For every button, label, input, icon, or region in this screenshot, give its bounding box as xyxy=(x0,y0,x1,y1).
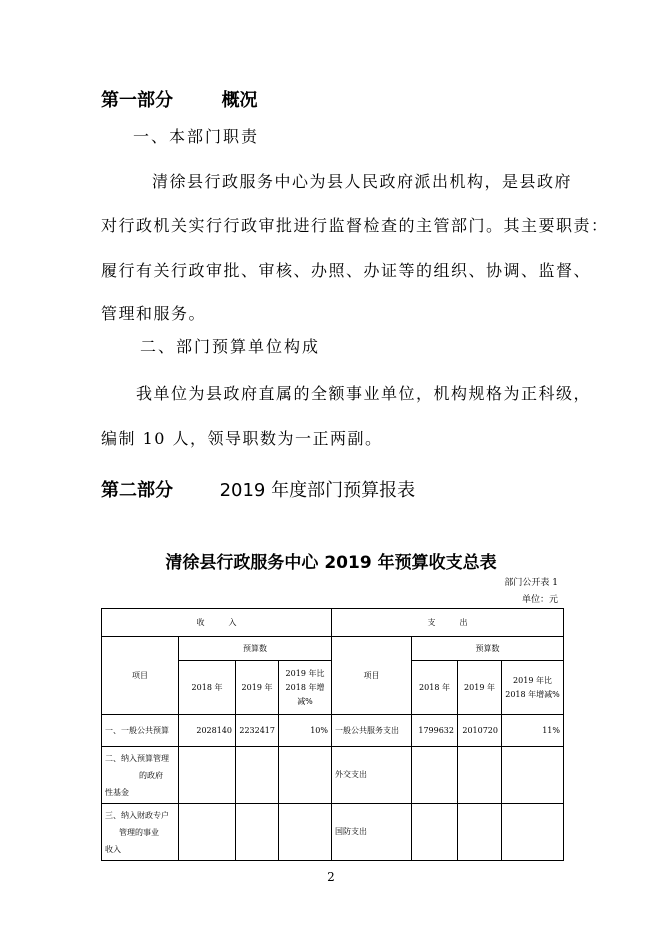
income-item-header: 项目 xyxy=(102,637,179,715)
section1-heading: 一、本部门职责 xyxy=(133,127,260,146)
expense-item-header: 项目 xyxy=(332,637,412,715)
form-number: 部门公开表 1 xyxy=(504,578,558,588)
expense-2019-value xyxy=(458,747,502,804)
income-2018-value xyxy=(179,747,236,804)
income-2018-value: 2028140 xyxy=(179,715,236,747)
part1-title: 第一部分 xyxy=(101,90,173,111)
table-row xyxy=(102,804,564,861)
expense-header: 支 出 xyxy=(332,609,564,637)
expense-change-header: 2019 年比 2018 年增减% xyxy=(502,661,564,715)
income-change-header: 2019 年比 2018 年增减% xyxy=(279,661,332,715)
expense-2019-header: 2019 年 xyxy=(458,661,502,715)
income-budget-header: 预算数 xyxy=(179,637,332,661)
section1-line-2: 对行政机关实行行政审批进行监督检查的主管部门。其主要职责： xyxy=(101,216,609,235)
section1-line-3: 履行有关行政审批、审核、办照、办证等的组织、协调、监督、 xyxy=(101,261,592,280)
part1-heading xyxy=(101,86,258,112)
expense-2018-value xyxy=(412,804,458,861)
expense-change-value: 11% xyxy=(502,715,564,747)
expense-change-value xyxy=(502,804,564,861)
income-change-value: 10% xyxy=(279,715,332,747)
income-2019-value xyxy=(236,747,279,804)
expense-2019-value xyxy=(458,804,502,861)
part2-subtitle: 2019 年度部门预算报表 xyxy=(219,480,416,501)
section2-heading: 二、部门预算单位构成 xyxy=(140,337,321,356)
section2-line-1: 我单位为县政府直属的全额事业单位，机构规格为正科级， xyxy=(136,384,592,403)
expense-budget-header: 预算数 xyxy=(412,637,564,661)
section1-line-4: 管理和服务。 xyxy=(101,304,207,323)
part2-title: 第二部分 xyxy=(101,480,173,501)
budget-table xyxy=(101,608,564,861)
section1-line-1: 清徐县行政服务中心为县人民政府派出机构，是县政府 xyxy=(152,172,573,191)
income-2018-value xyxy=(179,804,236,861)
table-title: 清徐县行政服务中心 2019 年预算收支总表 xyxy=(165,553,497,573)
income-change-value xyxy=(279,804,332,861)
income-2019-value xyxy=(236,804,279,861)
page-number: 2 xyxy=(327,870,335,884)
expense-item: 外交支出 xyxy=(332,747,412,804)
table-row xyxy=(102,747,564,804)
part1-subtitle: 概况 xyxy=(221,90,258,111)
unit-label: 单位：元 xyxy=(521,595,558,605)
income-2019-header: 2019 年 xyxy=(236,661,279,715)
income-2019-value: 2232417 xyxy=(236,715,279,747)
expense-item: 国防支出 xyxy=(332,804,412,861)
expense-2018-value xyxy=(412,747,458,804)
expense-2019-value: 2010720 xyxy=(458,715,502,747)
income-item: 三、纳入财政专户 管理的事业 收入 xyxy=(102,804,179,861)
income-2018-header: 2018 年 xyxy=(179,661,236,715)
table-header-row-1 xyxy=(102,609,564,637)
expense-2018-value: 1799632 xyxy=(412,715,458,747)
table-row xyxy=(102,715,564,747)
part2-heading xyxy=(101,476,415,502)
income-change-value xyxy=(279,747,332,804)
expense-2018-header: 2018 年 xyxy=(412,661,458,715)
table-header-row-2 xyxy=(102,637,564,661)
income-item: 二、纳入预算管理 的政府 性基金 xyxy=(102,747,179,804)
expense-item: 一般公共服务支出 xyxy=(332,715,412,747)
income-item: 一、一般公共预算 xyxy=(102,715,179,747)
section2-line-2: 编制 10 人，领导职数为一正两副。 xyxy=(101,429,383,448)
expense-change-value xyxy=(502,747,564,804)
income-header: 收 入 xyxy=(102,609,332,637)
